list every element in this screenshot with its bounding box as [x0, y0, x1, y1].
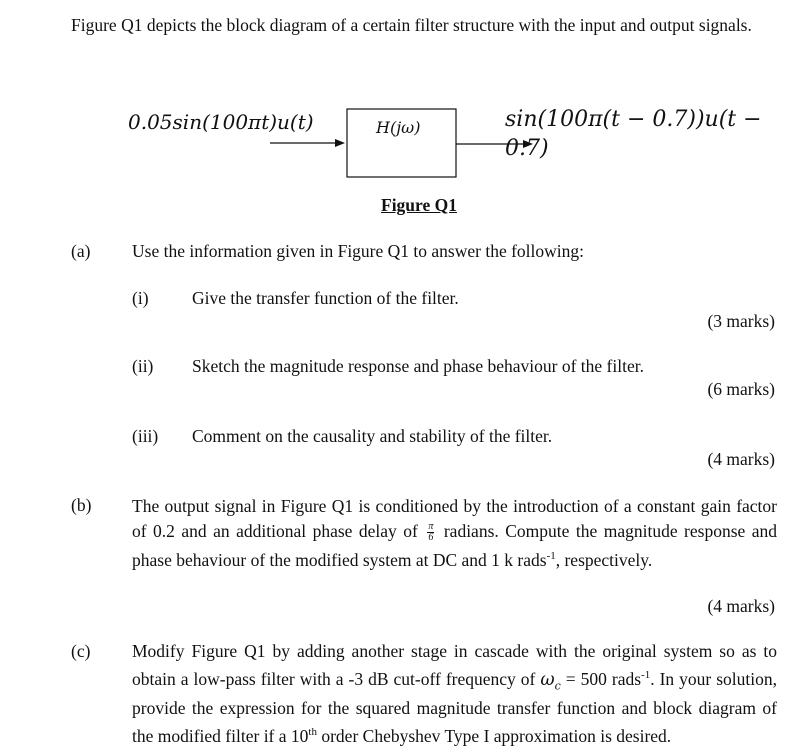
diagram-lines [0, 0, 801, 200]
input-arrowhead [335, 139, 345, 147]
part-a-i-marks: (3 marks) [707, 311, 775, 331]
output-signal-label: sin(100π(t − 0.7))u(t − 0.7) [505, 107, 762, 161]
part-b-marks: (4 marks) [707, 596, 775, 616]
part-a-iii-marks: (4 marks) [707, 449, 775, 469]
part-a-ii-marks: (6 marks) [707, 379, 775, 399]
block-label: H(jω) [376, 118, 421, 137]
part-a-iii-label: (iii) [132, 426, 159, 446]
part-a-label: (a) [71, 241, 91, 261]
part-a-ii-label: (ii) [132, 356, 154, 376]
intro-paragraph: Figure Q1 depicts the block diagram of a certain filter structure with the input and output signals. [71, 15, 752, 35]
part-b-text: The output signal in Figure Q1 is conditioned by the introduction of a constant gain factor of 0.2 and an additional phase delay of $\frac{\pi}{6}$ radians. Compute the magnitude response and phase behaviour of the modified system at DC and 1 k rads$^{-1}$, respectively. [132, 496, 778, 570]
part-a-iii-text: Comment on the causality and stability of the filter. [192, 426, 553, 446]
part-a-text: Use the information given in Figure Q1 to answer the following: [132, 241, 585, 261]
part-a-ii-text: Sketch the magnitude response and phase behaviour of the filter. [192, 356, 644, 376]
pi-over-6-fraction: $\frac{\pi}{6}$ [428, 521, 434, 544]
part-b-label: (b) [71, 495, 92, 515]
part-c-text: Modify Figure Q1 by adding another stage in cascade with the original system so as to obtain a low-pass filter with a -3 dB cut-off frequency of $\omega_c = 500$ rads$^{-1}$. In your solution, provide the expression for the squared magnitude transfer function and block diagram of the modified filter if a 10th order Chebyshev Type I approximation is desired. [132, 641, 777, 746]
part-a-i-text: Give the transfer function of the filter. [192, 288, 459, 308]
part-c-label: (c) [71, 641, 91, 661]
part-a-i-label: (i) [132, 288, 149, 308]
figure-caption: Figure Q1 [381, 195, 457, 215]
input-signal-label: 0.05sin(100πt)u(t) [128, 110, 314, 134]
